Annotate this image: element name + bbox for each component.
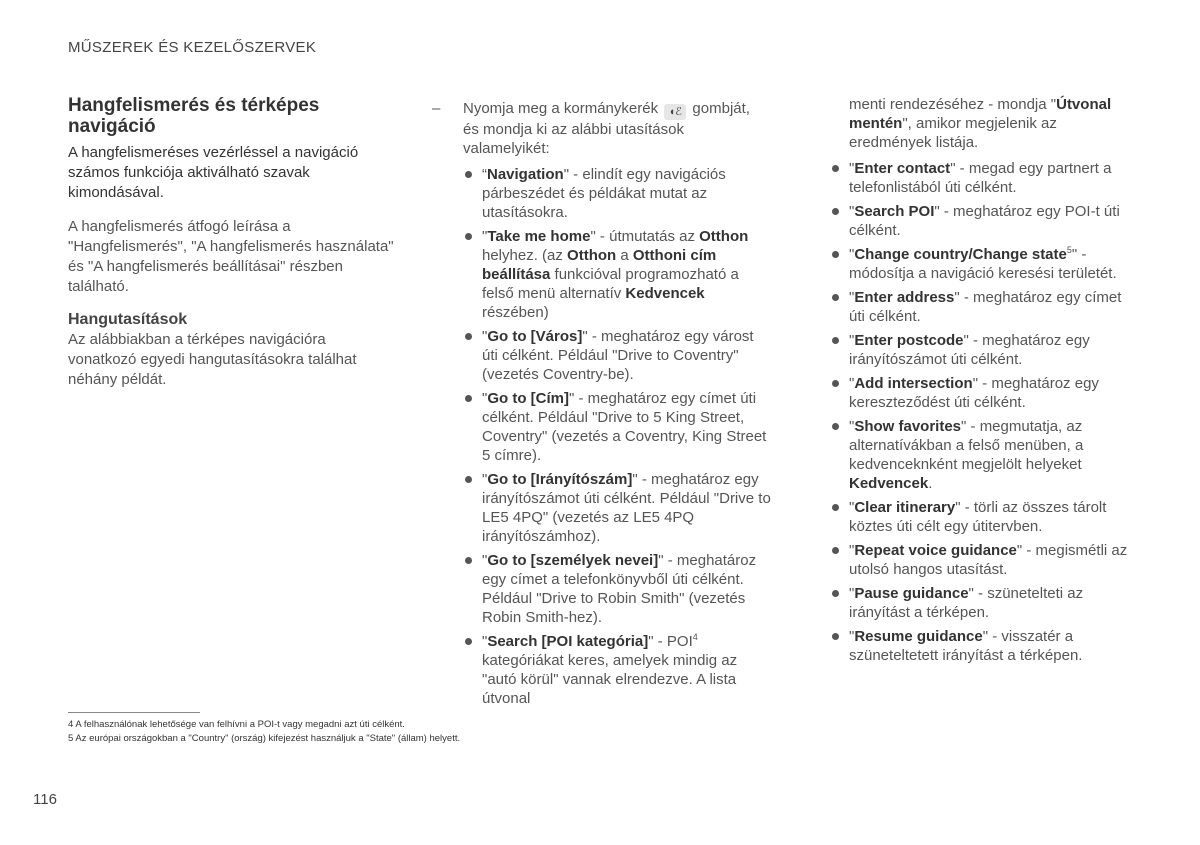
list-item: "Go to [Város]" - meghatároz egy várost úti célként. Például "Drive to Coventry" (vezetés Coventry-be). bbox=[463, 327, 772, 384]
intro-text-before: Nyomja meg a kormánykerék bbox=[463, 100, 659, 117]
bullet-icon bbox=[832, 380, 839, 387]
section-heading: Hangfelismerés és térképes navigáció bbox=[68, 95, 320, 137]
list-item: "Change country/Change state$^5$" - módosítja a navigáció keresési területét. bbox=[830, 245, 1130, 283]
list-item: "Add intersection" - meghatároz egy kereszteződést úti célként. bbox=[830, 374, 1130, 412]
bullet-icon bbox=[832, 208, 839, 215]
footnote-ref: 4 bbox=[692, 632, 698, 642]
command-list-1 bbox=[463, 165, 772, 708]
bullet-icon bbox=[832, 504, 839, 511]
list-item: "Repeat voice guidance" - megismétli az utolsó hangos utasítást. bbox=[830, 541, 1130, 579]
reference-paragraph: A hangfelismerés átfogó leírása a "Hangfelismerés", "A hangfelismerés használata" és "A hangfelismerés beállításai" részben található. bbox=[68, 218, 394, 295]
subheading: Hangutasítások bbox=[68, 311, 188, 328]
bullet-icon bbox=[465, 233, 472, 240]
command-name: Change country/Change state bbox=[854, 246, 1067, 263]
command-name: Go to [Cím] bbox=[487, 390, 569, 407]
running-header: MŰSZEREK ÉS KEZELŐSZERVEK bbox=[68, 39, 317, 56]
bullet-icon bbox=[465, 557, 472, 564]
list-item: “Navigation" - elindít egy navigációs párbeszédet és példákat mutat az utasításokra. bbox=[463, 165, 772, 222]
continued-text: menti rendezéséhez - mondja "Útvonal mentén", amikor megjelenik az eredmények listája. bbox=[849, 96, 1112, 151]
bullet-icon bbox=[465, 333, 472, 340]
footnote-divider bbox=[68, 712, 200, 713]
bullet-icon bbox=[832, 165, 839, 172]
command-name: Go to [Város] bbox=[487, 328, 583, 345]
bullet-icon bbox=[832, 251, 839, 258]
list-item: "Search POI" - meghatároz egy POI-t úti célként. bbox=[830, 202, 1130, 240]
bullet-icon bbox=[832, 633, 839, 640]
command-name: Resume guidance bbox=[854, 628, 983, 645]
command-name: Enter postcode bbox=[854, 332, 964, 349]
command-name: Show favorites bbox=[854, 418, 962, 435]
command-list-2 bbox=[830, 159, 1130, 665]
bullet-icon bbox=[832, 294, 839, 301]
page-number: 116 bbox=[33, 791, 57, 808]
list-item: "Go to [Cím]" - meghatároz egy címet úti célként. Például "Drive to 5 King Street, Coventry" (vezetés a Coventry, King Street 5 címre). bbox=[463, 389, 772, 465]
command-name: Go to [személyek nevei] bbox=[487, 552, 659, 569]
bullet-icon bbox=[832, 337, 839, 344]
command-name: Go to [Irányítószám] bbox=[487, 471, 633, 488]
list-item: "Search [POI kategória]" - POI$^4$ kategóriákat keres, amelyek mindig az "autó körül" vannak elrendezve. A lista útvonal bbox=[463, 632, 772, 708]
command-name: Navigation bbox=[487, 166, 564, 183]
bullet-icon bbox=[465, 638, 472, 645]
command-name: Add intersection bbox=[854, 375, 973, 392]
list-item: "Pause guidance" - szünetelteti az irányítást a térképen. bbox=[830, 584, 1130, 622]
bullet-icon bbox=[832, 547, 839, 554]
command-name: Search [POI kategória] bbox=[487, 633, 649, 650]
bullet-icon bbox=[465, 171, 472, 178]
list-item: "Resume guidance" - visszatér a szüneteltetett irányítást a térképen. bbox=[830, 627, 1130, 665]
right-column bbox=[830, 95, 1130, 670]
list-item: "Show favorites" - megmutatja, az alternatívákban a felső menüben, a kedvenceknként megjelölt helyeket Kedvencek. bbox=[830, 417, 1130, 493]
bullet-icon bbox=[465, 395, 472, 402]
list-item: "Go to [Irányítószám]" - meghatároz egy irányítószámot úti célként. Például "Drive to LE5 4PQ" (vezetés az LE5 4PQ irányítószámhoz). bbox=[463, 470, 772, 546]
command-name: Pause guidance bbox=[854, 585, 969, 602]
list-item: "Enter postcode" - meghatároz egy irányítószámot úti célként. bbox=[830, 331, 1130, 369]
instruction-step bbox=[432, 99, 772, 158]
voice-button-icon: ◖ℰ bbox=[664, 104, 686, 120]
command-name: Search POI bbox=[854, 203, 935, 220]
footnote: 4 A felhasználónak lehetősége van felhívni a POI-t vagy megadni azt úti célként. bbox=[68, 719, 405, 730]
step-text bbox=[463, 99, 763, 158]
intro-text-after: gombját, és mondja ki az alábbi utasítások valamelyikét: bbox=[463, 100, 750, 157]
subheading-paragraph: Az alábbiakban a térképes navigációra vonatkozó egyedi hangutasításokra találhat néhány példát. bbox=[68, 331, 357, 388]
lead-paragraph: A hangfelismeréses vezérléssel a navigáció számos funkciója aktiválható szavak kimondásával. bbox=[68, 144, 359, 201]
list-item: "Enter address" - meghatároz egy címet úti célként. bbox=[830, 288, 1130, 326]
list-item: "Clear itinerary" - törli az összes tárolt köztes úti célt egy útitervben. bbox=[830, 498, 1130, 536]
list-item: "Go to [személyek nevei]" - meghatároz egy címet a telefonkönyvből úti célként. Például "Drive to Robin Smith" (vezetés Robin Smith-hez). bbox=[463, 551, 772, 627]
bullet-icon bbox=[832, 590, 839, 597]
command-name: Enter contact bbox=[854, 160, 951, 177]
footnote: 5 Az európai országokban a "Country" (ország) kifejezést használjuk a "State" (állam) helyett. bbox=[68, 733, 461, 744]
middle-column bbox=[432, 99, 772, 713]
bullet-icon bbox=[832, 423, 839, 430]
left-column bbox=[68, 95, 398, 403]
command-name: Clear itinerary bbox=[854, 499, 956, 516]
list-item: "Take me home" - útmutatás az Otthon helyhez. (az Otthon a Otthoni cím beállítása funkcióval programozható a felső menü alternatív Kedvencek részében) bbox=[463, 227, 772, 322]
step-dash: – bbox=[432, 100, 441, 117]
command-name: Enter address bbox=[854, 289, 955, 306]
bullet-icon bbox=[465, 476, 472, 483]
command-name: Take me home bbox=[487, 228, 591, 245]
footnote-ref: 5 bbox=[1066, 245, 1072, 255]
list-item: "Enter contact" - megad egy partnert a telefonlistából úti célként. bbox=[830, 159, 1130, 197]
command-name: Repeat voice guidance bbox=[854, 542, 1017, 559]
